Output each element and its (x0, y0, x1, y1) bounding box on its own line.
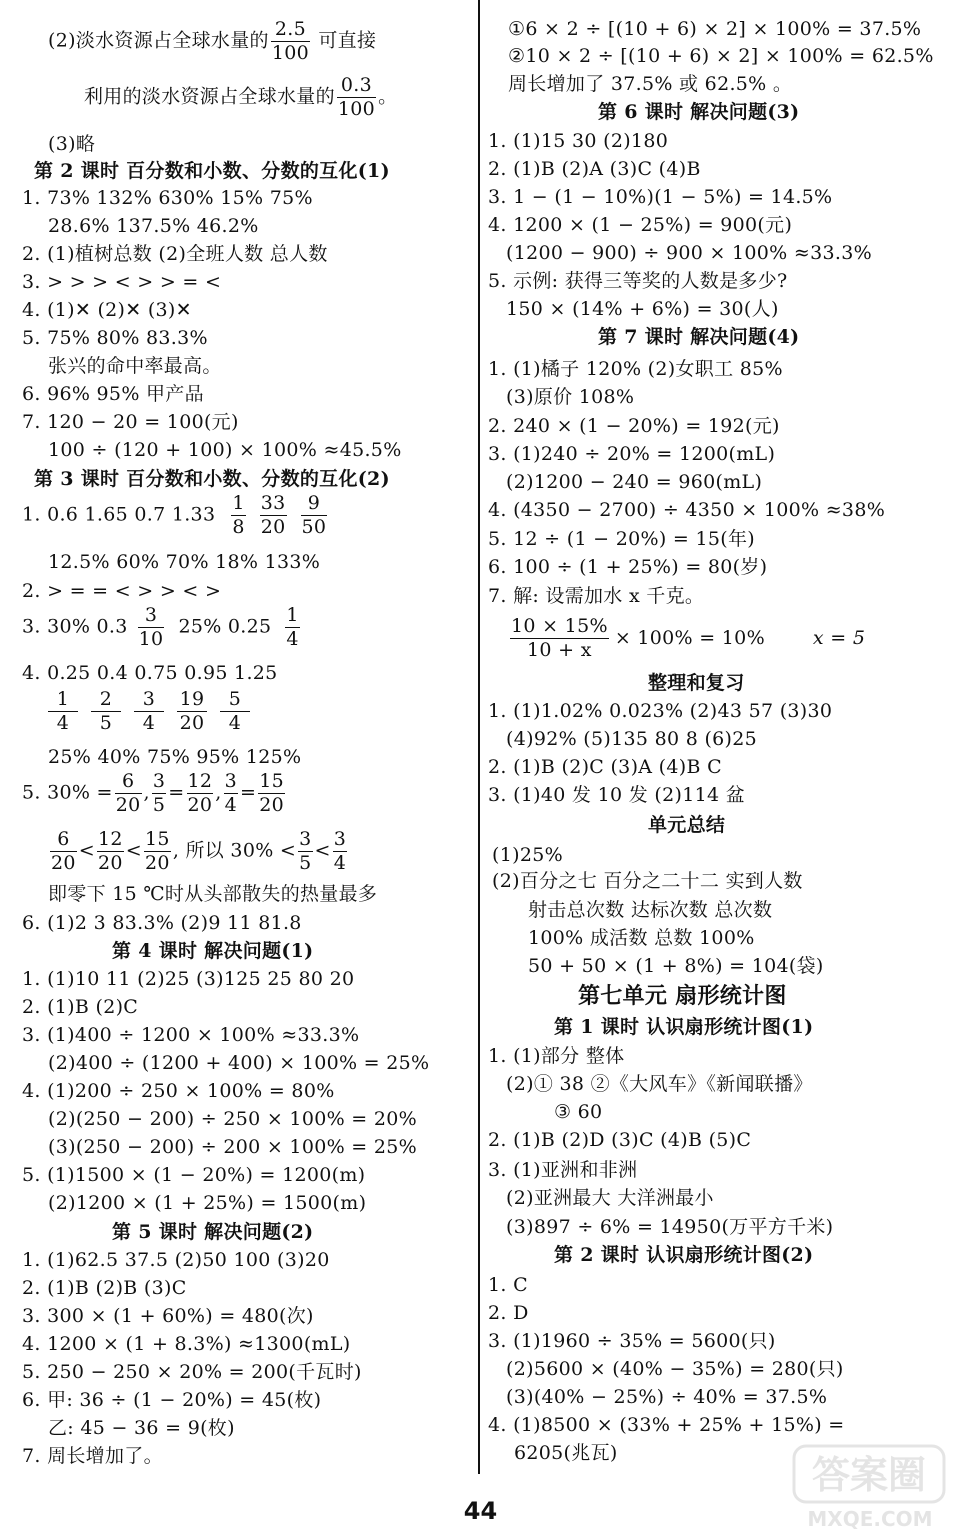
section-heading (554, 1242, 813, 1268)
line-text: 7. 解: 设需加水 x 千克。 (488, 585, 705, 607)
line-text: (3)原价 108% (506, 386, 635, 408)
line-text: 1. 73% 132% 630% 15% 75% (22, 187, 313, 209)
fraction (510, 617, 609, 660)
line-text: 1. (1)62.5 37.5 (2)50 100 (3)20 (22, 1249, 330, 1271)
line-text: 150 × (14% + 6%) = 30(人) (506, 298, 779, 320)
numerator: 9 (301, 494, 328, 516)
denominator: 20 (115, 794, 141, 816)
line-text: (2)5600 × (40% − 35%) = 280(只) (506, 1358, 844, 1380)
separator: , (143, 781, 150, 804)
line-suffix: 可直接 (312, 29, 377, 52)
line-text: 第 1 课时 认识扇形统计图(1) (554, 1016, 814, 1038)
line-text: 5. 示例: 获得三等奖的人数是多少? (488, 270, 788, 292)
answer-line (22, 578, 221, 604)
numerator: 5 (220, 690, 250, 712)
line-text: (2)1200 × (1 + 25%) = 1500(m) (48, 1192, 367, 1214)
line-text: (2)淡水资源占全球水量的 (48, 29, 269, 52)
answer-line (488, 698, 832, 724)
answer-line (22, 1359, 362, 1385)
denominator: 8 (232, 516, 245, 538)
answer-line (48, 131, 95, 157)
numerator: 3 (224, 770, 238, 792)
line-text: (3)略 (48, 133, 96, 155)
numerator: 6 (115, 772, 142, 794)
numerator: 33 (260, 492, 286, 514)
fraction (144, 830, 171, 873)
denominator: 20 (145, 852, 170, 874)
denominator: 4 (228, 712, 242, 734)
answer-line (22, 1022, 359, 1048)
line-text: 1. (1)1.02% 0.023% (2)43 57 (3)30 (488, 700, 833, 722)
section-heading (648, 812, 725, 838)
denominator: 4 (224, 794, 238, 816)
fraction (97, 830, 124, 873)
answer-line (22, 772, 287, 815)
equation-solution: x = 5 (812, 626, 866, 649)
answer-line (506, 384, 634, 410)
line-text: 第 3 课时 百分数和小数、分数的互化(2) (34, 468, 390, 490)
denominator: 5 (99, 712, 113, 734)
line-text: 即零下 15 ℃时从头部散失的热量最多 (48, 883, 378, 905)
denominator: 100 (337, 98, 376, 120)
answer-line (514, 1440, 618, 1466)
answer-line (84, 76, 397, 119)
numerator: 1 (286, 604, 299, 626)
line-text: 1. 0.6 1.65 0.7 1.33 (22, 503, 216, 526)
line-text: 4. (1)200 ÷ 250 × 100% = 80% (22, 1080, 335, 1102)
answer-line (22, 1275, 187, 1301)
fraction-row (48, 690, 263, 733)
less-than: < (125, 839, 143, 862)
fraction (333, 830, 347, 873)
line-text: 6. 100 ÷ (1 + 25%) = 80(岁) (488, 556, 768, 578)
line-text: 4. (1)8500 × (33% + 25% + 15%) = (488, 1414, 845, 1436)
answer-line (488, 754, 722, 780)
answer-line (22, 1331, 350, 1357)
line-text: (2)400 ÷ (1200 + 400) × 100% = 25% (48, 1052, 430, 1074)
fraction (177, 690, 207, 733)
answer-line (488, 554, 767, 580)
answer-line (48, 437, 402, 463)
answer-line (508, 43, 934, 69)
answer-line (554, 1099, 602, 1125)
fraction (187, 772, 214, 815)
answer-line (22, 494, 339, 537)
denominator: 20 (179, 712, 205, 734)
line-text: 第 7 课时 解决问题(4) (598, 326, 800, 348)
answer-line (488, 1412, 845, 1438)
answer-line (22, 606, 302, 649)
answer-line (506, 296, 779, 322)
numerator: 6 (50, 830, 77, 852)
answer-line (488, 441, 775, 467)
line-text: (3)(40% − 25%) ÷ 40% = 37.5% (506, 1386, 828, 1408)
line-text: 3. > > > < > > = < (22, 271, 222, 293)
fraction (138, 606, 165, 649)
line-text: 单元总结 (648, 814, 726, 836)
answer-line (48, 1050, 429, 1076)
line-text: 5. 12 ÷ (1 − 20%) = 15(年) (488, 528, 755, 550)
numerator: 0.3 (337, 76, 376, 98)
section-heading (598, 324, 799, 350)
answer-line (506, 1384, 827, 1410)
less-than: < (314, 839, 331, 862)
fraction (115, 772, 142, 815)
numerator: 3 (152, 770, 166, 792)
denominator: 50 (301, 516, 327, 538)
line-text: (3)897 ÷ 6% = 14950(万平方千米) (506, 1216, 834, 1238)
denominator: 5 (299, 852, 312, 874)
denominator: 4 (56, 712, 70, 734)
answer-line (488, 583, 704, 609)
answer-line (488, 128, 668, 154)
line-text: 周长增加了 37.5% 或 62.5% 。 (508, 73, 793, 95)
fraction (152, 772, 166, 815)
answer-line (48, 830, 349, 873)
section-heading (598, 99, 799, 125)
line-text: 2. D (488, 1302, 529, 1324)
line-text: 6205(兆瓦) (514, 1442, 618, 1464)
line-text: 第七单元 扇形统计图 (578, 983, 787, 1009)
denominator: 20 (51, 852, 76, 874)
line-text: 4. (1)✕ (2)✕ (3)✕ (22, 299, 192, 321)
line-text: 3. (1)1960 ÷ 35% = 5600(只) (488, 1330, 776, 1352)
line-text: 12.5% 60% 70% 18% 133% (48, 551, 321, 573)
fraction (260, 494, 287, 537)
equals: = (168, 781, 185, 804)
denominator: 4 (142, 712, 156, 734)
answer-line (506, 1071, 813, 1097)
numerator: 15 (259, 770, 285, 792)
line-text: 第 5 课时 解决问题(2) (112, 1221, 314, 1243)
answer-line (492, 868, 803, 894)
line-text: (2)1200 − 240 = 960(mL) (506, 471, 763, 493)
answer-line (488, 156, 701, 182)
line-text: 5. (1)1500 × (1 − 20%) = 1200(m) (22, 1164, 366, 1186)
line-text: 3. (1)400 ÷ 1200 × 100% ≈33.3% (22, 1024, 360, 1046)
fraction (298, 830, 312, 873)
line-text: 1. (1)部分 整体 (488, 1045, 625, 1067)
answer-line (488, 1300, 529, 1326)
line-text: (2)① 38 ②《大风车》《新闻联播》 (506, 1073, 813, 1095)
answer-line (506, 1185, 714, 1211)
separator: , (215, 781, 222, 804)
answer-values: 25% 0.25 (178, 615, 272, 638)
line-text: 5. 250 − 250 × 20% = 200(千瓦时) (22, 1361, 362, 1383)
column-divider (478, 0, 480, 1474)
line-text: 1. (1)橘子 120% (2)女职工 85% (488, 358, 783, 380)
line-text: 4. 0.25 0.4 0.75 0.95 1.25 (22, 662, 278, 684)
answer-line (48, 1415, 235, 1441)
denominator: 10 (138, 628, 164, 650)
answer-line (488, 184, 832, 210)
numerator: 15 (145, 828, 170, 850)
answer-line (48, 1134, 417, 1160)
answer-line (488, 526, 755, 552)
denominator: 4 (333, 852, 347, 874)
answer-line (506, 469, 762, 495)
answer-line (488, 413, 780, 439)
line-text: 6. 甲: 36 ÷ (1 − 20%) = 45(枚) (22, 1389, 322, 1411)
line-text: 张兴的命中率最高。 (48, 355, 222, 377)
answer-line (506, 240, 872, 266)
answer-line (488, 1272, 528, 1298)
line-text: 3. 30% 0.3 (22, 615, 128, 638)
answer-line (488, 1328, 776, 1354)
answer-line (22, 1303, 314, 1329)
fraction (91, 690, 121, 733)
line-text: 6. (1)2 3 83.3% (2)9 11 81.8 (22, 912, 302, 934)
line-text: 50 + 50 × (1 + 8%) = 104(袋) (528, 955, 824, 977)
numerator: 12 (187, 770, 213, 792)
fraction (50, 830, 77, 873)
fraction (337, 76, 376, 119)
numerator: 1 (48, 690, 78, 712)
line-suffix: 。 (378, 85, 398, 108)
line-text: 5. 30% = (22, 781, 113, 804)
line-text: (2)(250 − 200) ÷ 250 × 100% = 20% (48, 1108, 417, 1130)
line-text: , 所以 30% < (172, 839, 297, 862)
answer-line (48, 549, 320, 575)
answer-line (22, 660, 278, 686)
line-text: 5. 75% 80% 83.3% (22, 327, 208, 349)
section-heading (112, 1219, 313, 1245)
line-text: 2. (1)B (2)A (3)C (4)B (488, 158, 701, 180)
denominator: 20 (259, 794, 285, 816)
line-text: (2)亚洲最大 大洋洲最小 (506, 1187, 714, 1209)
answer-line (508, 16, 921, 42)
answer-line (22, 381, 204, 407)
line-text: 第 2 课时 百分数和小数、分数的互化(1) (34, 160, 390, 182)
equation-line (508, 617, 865, 660)
answer-line (488, 268, 788, 294)
answer-line (22, 1443, 163, 1469)
answer-line (22, 1247, 330, 1273)
answer-line (488, 212, 792, 238)
numerator: 12 (98, 828, 123, 850)
denominator: 20 (187, 794, 213, 816)
line-text: 3. (1)240 ÷ 20% = 1200(mL) (488, 443, 776, 465)
line-text: 整理和复习 (648, 672, 745, 694)
watermark-text: 答案圈 (811, 1453, 927, 1497)
line-text: 乙: 45 − 36 = 9(枚) (48, 1417, 235, 1439)
fraction (258, 772, 285, 815)
answer-line (48, 881, 377, 907)
line-text: 2. (1)B (2)B (3)C (22, 1277, 187, 1299)
line-text: 2. (1)B (2)C (22, 996, 139, 1018)
line-text: 4. 1200 × (1 + 8.3%) ≈1300(mL) (22, 1333, 351, 1355)
line-text: ②10 × 2 ÷ [(10 + 6) × 2] × 100% = 62.5% (508, 45, 934, 67)
line-text: 4. (4350 − 2700) ÷ 4350 × 100% ≈38% (488, 499, 886, 521)
answer-line (508, 71, 792, 97)
numerator: 3 (333, 828, 347, 850)
line-text: 利用的淡水资源占全球水量的 (84, 85, 335, 108)
line-text: 4. 1200 × (1 − 25%) = 900(元) (488, 214, 793, 236)
section-heading (648, 670, 745, 696)
line-text: 第 4 课时 解决问题(1) (112, 940, 314, 962)
line-text: 3. 1 − (1 − 10%)(1 − 5%) = 14.5% (488, 186, 833, 208)
denominator: 20 (98, 852, 123, 874)
answer-line (22, 297, 192, 323)
fraction (271, 20, 310, 63)
fraction (48, 690, 78, 733)
section-heading (554, 1014, 813, 1040)
line-text: (1)25% (492, 844, 563, 866)
fraction (285, 606, 299, 649)
fraction (134, 690, 164, 733)
watermark-logo (790, 1440, 950, 1532)
line-text: 3. (1)亚洲和非洲 (488, 1159, 638, 1181)
answer-line (22, 269, 221, 295)
answer-line (528, 897, 772, 923)
denominator: 100 (271, 42, 309, 64)
numerator: 19 (177, 690, 207, 712)
numerator: 3 (138, 606, 165, 628)
watermark-url: MXQE.COM (807, 1507, 933, 1531)
line-text: 2. (1)B (2)D (3)C (4)B (5)C (488, 1129, 752, 1151)
line-text: 25% 40% 75% 95% 125% (48, 746, 302, 768)
numerator: 10 × 15% (511, 615, 608, 637)
denominator: 5 (152, 794, 166, 816)
answer-line (22, 1162, 365, 1188)
answer-line (48, 20, 376, 63)
line-text: 6. 96% 95% 甲产品 (22, 383, 204, 405)
answer-line (528, 925, 755, 951)
answer-line (22, 966, 354, 992)
answer-line (48, 1106, 417, 1132)
answer-line (48, 353, 222, 379)
line-text: 100% 成活数 总数 100% (528, 927, 755, 949)
line-text: (1200 − 900) ÷ 900 × 100% ≈33.3% (506, 242, 872, 264)
line-text: 7. 周长增加了。 (22, 1445, 163, 1467)
fraction (231, 494, 245, 537)
numerator: 3 (299, 828, 312, 850)
line-text: 第 6 课时 解决问题(3) (598, 101, 800, 123)
answer-line (488, 497, 885, 523)
answer-line (22, 325, 208, 351)
fraction (224, 772, 238, 815)
line-text: 1. (1)10 11 (2)25 (3)125 25 80 20 (22, 968, 355, 990)
line-text: 1. C (488, 1274, 528, 1296)
answer-line (488, 356, 783, 382)
answer-line (488, 782, 745, 808)
numerator: 1 (232, 492, 245, 514)
answer-line (22, 185, 313, 211)
numerator: 3 (134, 690, 164, 712)
page-number: 44 (463, 1497, 498, 1525)
numerator: 2.5 (271, 20, 310, 42)
answer-line (48, 213, 259, 239)
line-text: 3. (1)40 发 10 发 (2)114 盆 (488, 784, 746, 806)
line-text: ①6 × 2 ÷ [(10 + 6) × 2] × 100% = 37.5% (508, 18, 922, 40)
section-heading (34, 158, 390, 184)
answer-line (22, 1387, 321, 1413)
answer-line (488, 1157, 637, 1183)
denominator: 20 (260, 516, 286, 538)
equation-rest: × 100% = 10% (614, 626, 765, 649)
equals: = (240, 781, 257, 804)
line-text: 3. 300 × (1 + 60%) = 480(次) (22, 1305, 314, 1327)
line-text: 7. 120 − 20 = 100(元) (22, 411, 239, 433)
answer-line (488, 1127, 751, 1153)
line-text: ③ 60 (554, 1101, 603, 1123)
line-text: (2)百分之七 百分之二十二 实到人数 (492, 870, 803, 892)
answer-line (492, 842, 563, 868)
fraction (301, 494, 328, 537)
less-than: < (78, 839, 96, 862)
line-text: 2. (1)B (2)C (3)A (4)B C (488, 756, 722, 778)
line-text: 100 ÷ (120 + 100) × 100% ≈45.5% (48, 439, 402, 461)
answer-line (48, 744, 301, 770)
section-heading (112, 938, 313, 964)
section-heading (34, 466, 390, 492)
line-text: (3)(250 − 200) ÷ 200 × 100% = 25% (48, 1136, 417, 1158)
answer-line (506, 726, 757, 752)
answer-line (22, 994, 138, 1020)
line-text: 第 2 课时 认识扇形统计图(2) (554, 1244, 814, 1266)
numerator: 2 (91, 690, 121, 712)
answer-line (48, 1190, 366, 1216)
answer-line (488, 1043, 624, 1069)
line-text: 射击总次数 达标次数 总次数 (528, 899, 773, 921)
answer-line (506, 1356, 844, 1382)
line-text: 2. > = = < > > < > (22, 580, 222, 602)
section-heading (578, 983, 787, 1009)
line-text: 2. 240 × (1 − 20%) = 192(元) (488, 415, 780, 437)
answer-line (22, 1078, 335, 1104)
denominator: 4 (286, 628, 299, 650)
answer-line (528, 953, 824, 979)
line-text: 28.6% 137.5% 46.2% (48, 215, 259, 237)
answer-line (22, 409, 239, 435)
answer-line (506, 1214, 833, 1240)
line-text: 2. (1)植树总数 (2)全班人数 总人数 (22, 243, 328, 265)
answer-line (22, 241, 328, 267)
line-text: 1. (1)15 30 (2)180 (488, 130, 669, 152)
answer-line (22, 910, 302, 936)
line-text: (4)92% (5)135 80 8 (6)25 (506, 728, 758, 750)
fraction (220, 690, 250, 733)
denominator: 10 + x (527, 639, 592, 661)
